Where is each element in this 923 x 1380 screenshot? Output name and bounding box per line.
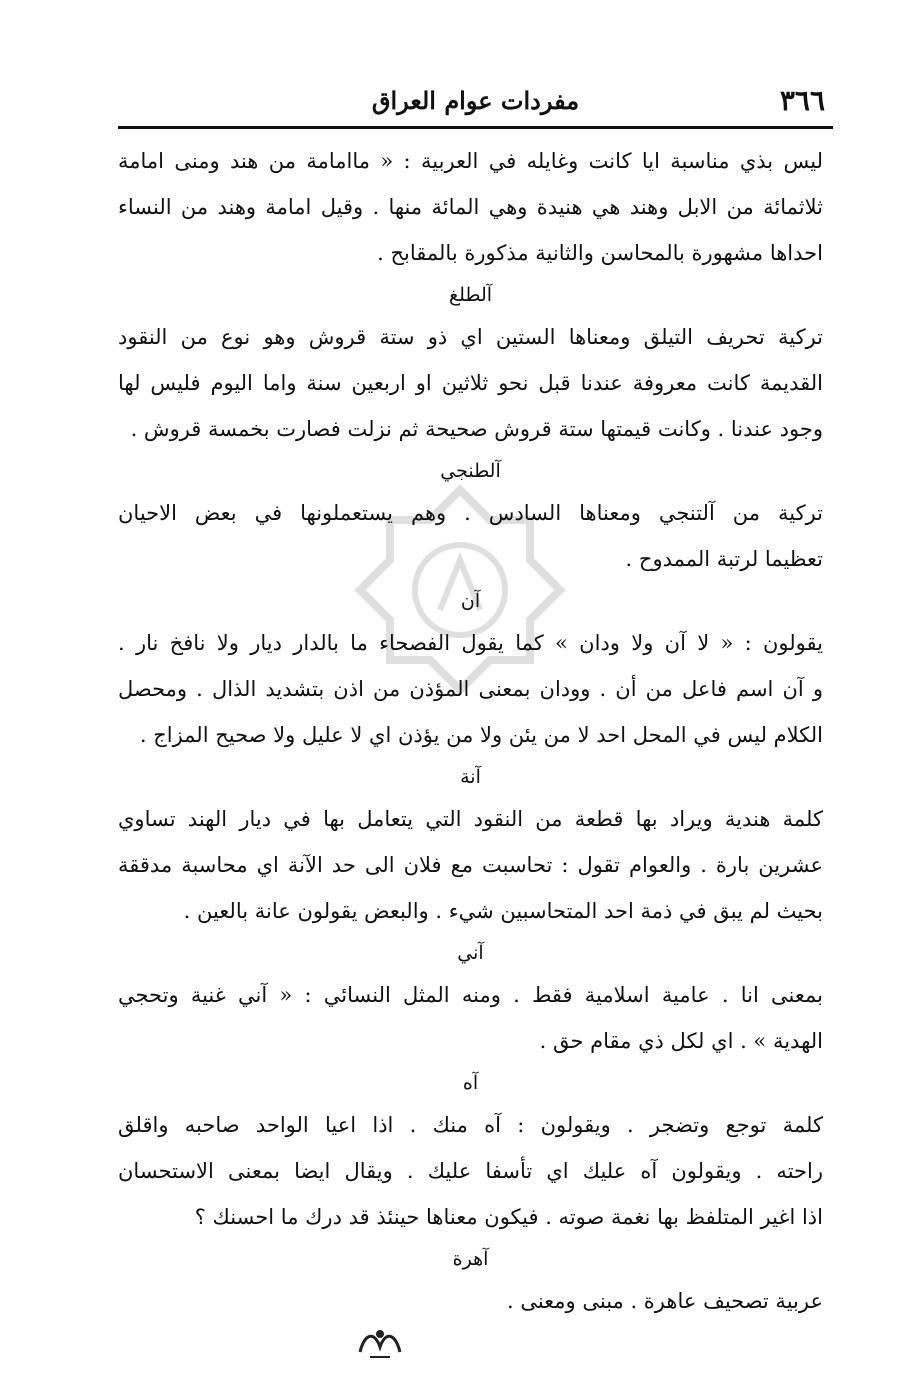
text-line: القديمة كانت معروفة عندنا قبل نحو ثلاثين او اربعين سنة واما اليوم فليس لها — [118, 371, 823, 395]
entry-title: آنة — [460, 766, 481, 788]
text-line: اذا اغير المتلفظ بها نغمة صوته . فيكون معناها حينئذ قد درك ما احسنك ؟ — [194, 1205, 823, 1229]
text-line: بحيث لم يبق في ذمة احد المتحاسبين شيء . والبعض يقولون عانة بالعين . — [183, 899, 823, 923]
entry-title: آه — [462, 1072, 479, 1094]
text-line: كلمة هندية ويراد بها قطعة من النقود التي يتعامل بها في ديار الهند تساوي — [118, 807, 823, 831]
text-line: تركية من آلتنجي ومعناها السادس . وهم يستعملونها في بعض الاحيان — [118, 501, 823, 525]
text-line: وجود عندنا . وكانت قيمتها ستة قروش صحيحة ثم نزلت فصارت بخمسة قروش . — [130, 417, 823, 441]
body-text — [118, 138, 823, 1324]
entry-title: آلطلغ — [448, 284, 493, 306]
entry-title: آني — [457, 942, 484, 964]
ornament-icon — [355, 1322, 405, 1362]
text-line: تركية تحريف التيلق ومعناها الستين اي ذو ستة قروش وهو نوع من النقود — [118, 325, 823, 349]
text-line: يقولون : « لا آن ولا ودان » كما يقول الفصحاء ما بالدار ديار ولا نافخ نار . — [118, 631, 823, 655]
text-line: كلمة توجع وتضجر . ويقولون : آه منك . اذا اعيا الواحد صاحبه واقلق — [118, 1113, 823, 1137]
text-line: راحته . ويقولون آه عليك اي تأسفا عليك . ويقال ايضا بمعنى الاستحسان — [118, 1159, 823, 1183]
entry-title: آن — [460, 590, 481, 612]
text-line: عشرين بارة . والعوام تقول : تحاسبت مع فلان الى حد الآنة اي محاسبة مدققة — [118, 853, 823, 877]
page-number: ٣٦٦ — [779, 84, 825, 117]
text-line: و آن اسم فاعل من أن . وودان بمعنى المؤذن من اذن بتشديد الذال . ومحصل — [118, 677, 823, 701]
text-line: الكلام ليس في المحل احد لا من يئن ولا من يؤذن اي لا عليل ولا صحيح المزاج . — [139, 723, 823, 747]
page-header — [118, 82, 833, 122]
entry-title: آهرة — [452, 1248, 489, 1270]
text-line: ليس بذي مناسبة ايا كانت وغايله في العربية : « ماامامة من هند ومنى امامة — [118, 149, 823, 173]
text-line: الهدية » . اي لكل ذي مقام حق . — [539, 1029, 823, 1053]
entry-title: آلطنجي — [440, 460, 501, 482]
text-line: عربية تصحيف عاهرة . مبنى ومعنى . — [506, 1289, 823, 1313]
text-line: ثلاثمائة من الابل وهند هي هنيدة وهي المائة منها . وقيل امامة وهند من النساء — [118, 195, 823, 219]
header-rule — [118, 126, 833, 129]
running-title: مفردات عوام العراق — [371, 86, 580, 115]
text-line: بمعنى انا . عامية اسلامية فقط . ومنه المثل النسائي : « آني غنية وتحجي — [118, 983, 823, 1007]
text-line: احداها مشهورة بالمحاسن والثانية مذكورة بالمقابح . — [377, 241, 823, 265]
text-line: تعظيما لرتبة الممدوح . — [625, 547, 823, 571]
